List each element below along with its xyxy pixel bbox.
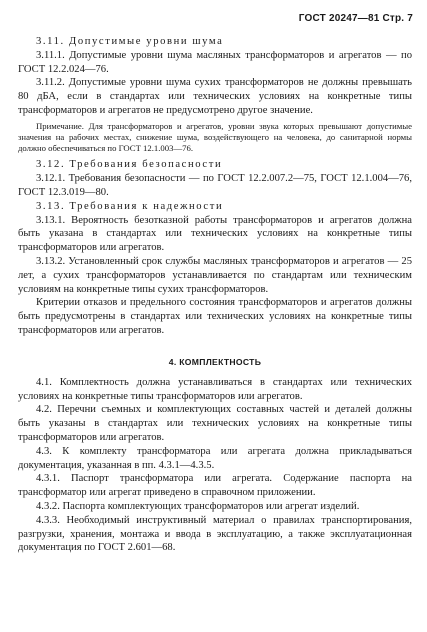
page-content [18,35,412,555]
section-3-13-title: 3.13. Требования к надежности [36,200,224,212]
paragraph-4-1: 4.1. Комплектность должна устанавливаться в стандартах или технических условиях на конкретные типы трансформаторов или агрегатов. [18,376,412,402]
paragraph-3-13-2: 3.13.2. Установленный срок службы масляных трансформаторов и агрегатов — 25 лет, а сухих трансформаторов устанавливается по стандартам или техническим условиям на конкретные типы сухих трансформаторов. [18,255,412,295]
section-3-11-title: 3.11. Допустимые уровни шума [36,36,224,47]
page-header: ГОСТ 20247—81 Стр. 7 [298,13,413,24]
paragraph-4-2: 4.2. Перечни съемных и комплектующих составных частей и деталей должны быть указаны в стандартах или технических условиях на конкретные типы трансформаторов или агрегатов. [18,404,412,443]
paragraph-3-11-1: 3.11.1. Допустимые уровни шума масляных трансформаторов и агрегатов — по ГОСТ 12.2.024—76. [18,49,412,75]
section-3-12-title: 3.12. Требования безопасности [36,159,223,171]
section-gap [18,368,412,376]
paragraph-3-13-1: 3.13.1. Вероятность безотказной работы трансформаторов и агрегатов должна быть указана в стандартах или технических условиях на конкретные типы трансформаторов или агрегатов. [18,214,412,254]
paragraph-4-3-1: 4.3.1. Паспорт трансформатора или агрегата. Содержание паспорта на трансформатор или агрегат приведено в справочном приложении. [18,473,412,499]
paragraph-4-3-3: 4.3.3. Необходимый инструктивный материал о правилах транспортирования, разгрузки, хранения, монтажа и ввода в эксплуатацию, а также эксплуатационная документация по ГОСТ 2.601—68. [18,514,412,554]
paragraph-3-12-1: 3.12.1. Требования безопасности — по ГОСТ 12.2.007.2—75, ГОСТ 12.1.004—76, ГОСТ 12.3.019—80. [18,173,412,198]
paragraph-4-3: 4.3. К комплекту трансформатора или агрегата должна прикладываться документация, указанная в пп. 4.3.1—4.3.5. [18,445,412,471]
note-paragraph: Примечание. Для трансформаторов и агрегатов, уровни звука которых превышают допустимые значения на рабочих местах, снижение шума, воздействующего на человека, до санитарной нормы должно обеспечиваться по ГОСТ 12.1.003—76. [18,120,412,154]
section-4-title: 4. КОМПЛЕКТНОСТЬ [168,356,262,367]
paragraph-4-3-2: 4.3.2. Паспорта комплектующих трансформаторов или агрегат изделий. [36,500,360,512]
paragraph-3-11-2: 3.11.2. Допустимые уровни шума сухих трансформаторов не должны превышать 80 дБА, если в стандартах или технических условиях на конкретные типы трансформаторов и агрегатов не предусмотрено другое значение. [18,77,412,116]
section-gap [18,338,412,356]
paragraph-criteria: Критерии отказов и предельного состояния трансформаторов и агрегатов должны быть предусмотрены в стандартах или технических условиях на конкретные типы трансформаторов или агрегатов. [18,297,412,336]
